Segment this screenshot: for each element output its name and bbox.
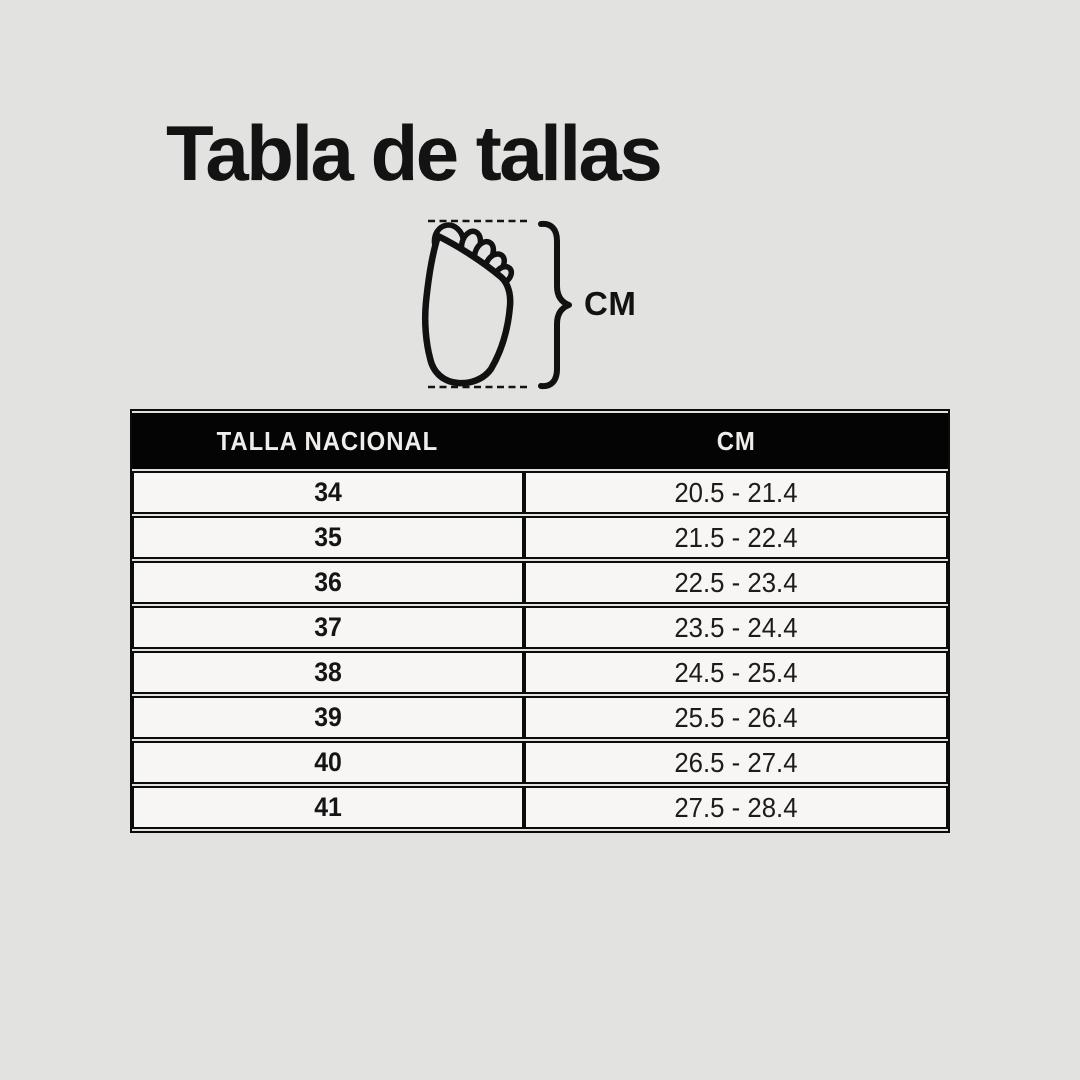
size-value: 34: [314, 477, 342, 507]
table-row: [132, 561, 948, 604]
size-value: 41: [314, 792, 342, 822]
curly-brace-icon: [541, 224, 569, 386]
size-cell: [132, 516, 524, 559]
size-cell: [132, 651, 524, 694]
cm-range-value: 24.5 - 25.4: [674, 656, 798, 688]
cm-range-value: 25.5 - 26.4: [674, 701, 798, 733]
cm-range-cell: [524, 786, 948, 829]
size-table-header-talla-nacional: [132, 413, 524, 469]
cm-range-cell: [524, 516, 948, 559]
cm-range-value: 21.5 - 22.4: [674, 521, 798, 553]
size-value: 39: [314, 702, 342, 732]
size-cell: [132, 741, 524, 784]
page-title: Tabla de tallas: [166, 109, 661, 197]
size-table: [130, 409, 950, 833]
table-row: [132, 516, 948, 559]
size-cell: [132, 561, 524, 604]
header-row: [132, 413, 948, 469]
table-row: [132, 471, 948, 514]
size-value: 37: [314, 612, 342, 642]
size-cell: [132, 786, 524, 829]
size-value: 35: [314, 522, 342, 552]
cm-range-value: 27.5 - 28.4: [674, 791, 798, 823]
table-row: [132, 786, 948, 829]
cm-range-value: 23.5 - 24.4: [674, 611, 798, 643]
cm-range-cell: [524, 471, 948, 514]
cm-range-cell: [524, 696, 948, 739]
cm-range-value: 20.5 - 21.4: [674, 476, 798, 508]
table-row: [132, 651, 948, 694]
table-row: [132, 606, 948, 649]
size-table-header-cm: [524, 413, 948, 469]
size-value: 38: [314, 657, 342, 687]
size-cell: [132, 606, 524, 649]
cm-range-cell: [524, 741, 948, 784]
table-row: [132, 741, 948, 784]
cm-range-value: 22.5 - 23.4: [674, 566, 798, 598]
size-cell: [132, 471, 524, 514]
cm-range-cell: [524, 606, 948, 649]
size-value: 36: [314, 567, 342, 597]
cm-range-value: 26.5 - 27.4: [674, 746, 798, 778]
size-cell: [132, 696, 524, 739]
header-label-cm: CM: [716, 425, 756, 456]
size-value: 40: [314, 747, 342, 777]
cm-range-cell: [524, 651, 948, 694]
size-table-header: [132, 413, 948, 469]
table-row: [132, 696, 948, 739]
size-table-body: [132, 471, 948, 829]
header-label-talla: TALLA NACIONAL: [217, 425, 439, 456]
cm-unit-label: CM: [584, 285, 637, 322]
cm-range-cell: [524, 561, 948, 604]
